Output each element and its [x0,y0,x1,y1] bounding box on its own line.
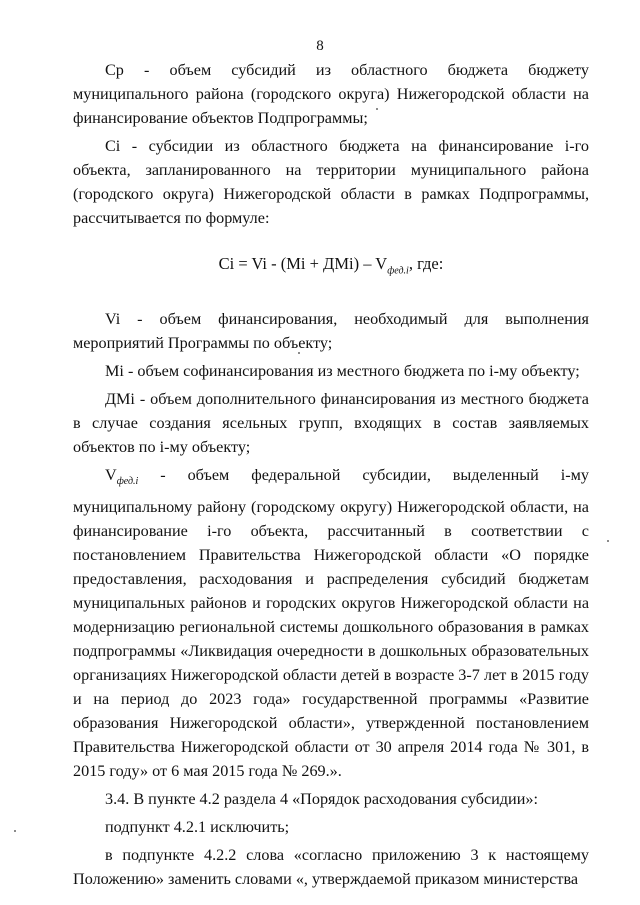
paragraph-vfed [73,463,589,782]
symbol-vfed-letter: V [105,466,117,485]
formula-subscript: фед.i [387,265,409,277]
paragraph-item-3-4: 3.4. В пункте 4.2 раздела 4 «Порядок расходования субсидии»: [105,789,538,808]
symbol-vfed [105,466,139,488]
paragraph-cp [73,58,589,130]
document-body [73,58,589,895]
symbol-vfed-subscript: фед.i [116,476,139,488]
symbol-mi: Mi [105,362,124,381]
symbol-vi: Vi [105,310,121,329]
scan-speck [298,352,300,354]
paragraph-dmi [73,387,589,459]
symbol-cp: Cp [105,61,124,79]
formula-tail: , где: [408,254,444,273]
symbol-dmi: ДMi [105,390,135,409]
formula-main: Ci = Vi - (Mi + ДMi) – V [218,254,388,273]
paragraph-vfed-text: - объем федеральной субсидии, выделенный i-му муниципальному району (городскому округу) Нижегородской области, на финансирование i-го объекта, рассчитанный в соответствии с постановлением Правительства Нижегородской области «О порядке предоставления, расходования и распределения субсидий бюджетам муниципальных районов и городских округов Нижегородской области на модернизацию региональной системы дошкольного образования в рамках подпрограммы «Ликвидация очередности в дошкольных образовательных организациях Нижегородской области детей в возрасте 3-7 лет в 2015 году и на период до 2023 года» государственной программы «Развитие образования Нижегородской области», утвержденной постановлением Правительства Нижегородской области от 30 апреля 2014 года № 301, в 2015 году» от 6 мая 2015 года № 269.». [73,466,589,780]
paragraph-subitem-4-2-2: в подпункте 4.2.2 слова «согласно приложению 3 к настоящему Положению» заменить словами «, утверждаемой приказом министерства [73,845,589,888]
paragraph-cp-text: - объем субсидий из областного бюджета бюджету муниципального района (городского округа) Нижегородской области на финансирование объектов Подпрограммы; [73,61,589,127]
paragraph-vi [73,307,589,355]
paragraph-ci-text: - субсидии из областного бюджета на финансирование i-го объекта, запланированного на территории муниципального района (городского округа) Нижегородской области в рамках Подпрограммы, рассчитывается по формуле: [73,137,589,227]
paragraph-vi-text: - объем финансирования, необходимый для выполнения мероприятий Программы по объекту; [73,310,589,353]
symbol-ci: Ci [105,137,121,155]
page-number: 8 [316,38,324,54]
formula [73,252,589,283]
scan-speck [14,830,16,832]
scan-speck [607,540,609,542]
paragraph-subitem-4-2-1: подпункт 4.2.1 исключить; [105,817,290,836]
scan-speck [376,108,378,110]
paragraph-ci [73,134,589,230]
paragraph-mi [73,359,589,383]
paragraph-dmi-text: - объем дополнительного финансирования из местного бюджета в случае создания ясельных групп, входящих в состав заявляемых объектов по i-му объекту; [73,390,589,457]
paragraph-mi-text: - объем софинансирования из местного бюджета по i-му объекту; [123,362,580,381]
